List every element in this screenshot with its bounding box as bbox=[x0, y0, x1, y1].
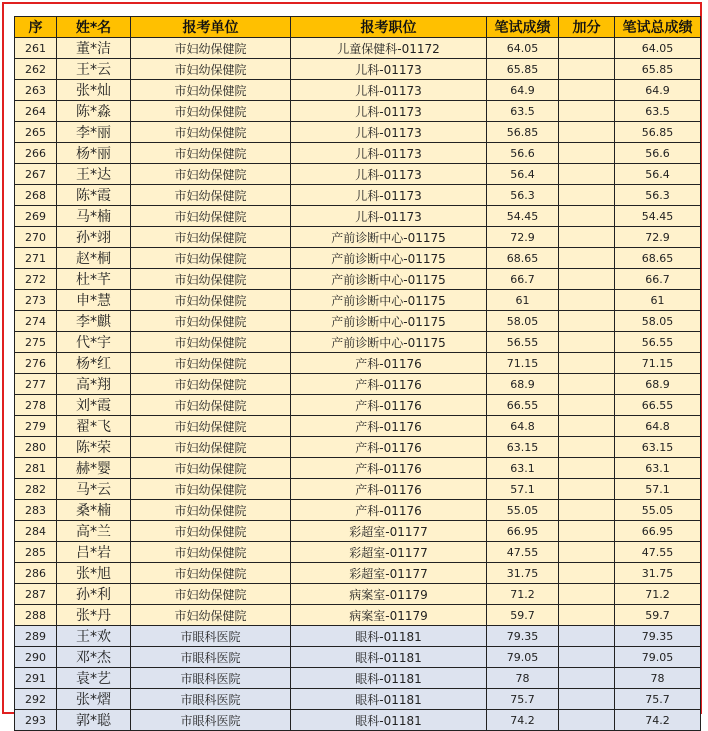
cell-unit: 市妇幼保健院 bbox=[131, 416, 291, 437]
cell-post: 眼科-01181 bbox=[291, 668, 487, 689]
table-row bbox=[15, 206, 701, 227]
cell-total: 59.7 bbox=[615, 605, 701, 626]
cell-post: 产前诊断中心-01175 bbox=[291, 248, 487, 269]
cell-unit: 市妇幼保健院 bbox=[131, 290, 291, 311]
cell-unit: 市妇幼保健院 bbox=[131, 185, 291, 206]
cell-unit: 市妇幼保健院 bbox=[131, 395, 291, 416]
table-row bbox=[15, 437, 701, 458]
cell-name: 邓*杰 bbox=[57, 647, 131, 668]
header-total: 笔试总成绩 bbox=[615, 17, 701, 38]
table-row bbox=[15, 563, 701, 584]
table-row bbox=[15, 101, 701, 122]
table-row bbox=[15, 164, 701, 185]
table-row bbox=[15, 710, 701, 731]
cell-unit: 市妇幼保健院 bbox=[131, 542, 291, 563]
cell-bonus bbox=[559, 626, 615, 647]
cell-bonus bbox=[559, 248, 615, 269]
cell-bonus bbox=[559, 101, 615, 122]
cell-name: 张*灿 bbox=[57, 80, 131, 101]
cell-unit: 市妇幼保健院 bbox=[131, 122, 291, 143]
cell-total: 56.55 bbox=[615, 332, 701, 353]
table-row bbox=[15, 479, 701, 500]
cell-name: 马*云 bbox=[57, 479, 131, 500]
cell-total: 64.9 bbox=[615, 80, 701, 101]
cell-unit: 市妇幼保健院 bbox=[131, 227, 291, 248]
cell-post: 彩超室-01177 bbox=[291, 563, 487, 584]
cell-unit: 市妇幼保健院 bbox=[131, 332, 291, 353]
cell-total: 79.35 bbox=[615, 626, 701, 647]
cell-total: 56.85 bbox=[615, 122, 701, 143]
cell-total: 54.45 bbox=[615, 206, 701, 227]
table-row bbox=[15, 374, 701, 395]
table-row bbox=[15, 416, 701, 437]
cell-unit: 市妇幼保健院 bbox=[131, 353, 291, 374]
cell-total: 56.4 bbox=[615, 164, 701, 185]
table-row bbox=[15, 227, 701, 248]
cell-name: 代*宇 bbox=[57, 332, 131, 353]
cell-total: 65.85 bbox=[615, 59, 701, 80]
cell-post: 彩超室-01177 bbox=[291, 521, 487, 542]
cell-bonus bbox=[559, 605, 615, 626]
table-row bbox=[15, 542, 701, 563]
cell-bonus bbox=[559, 689, 615, 710]
cell-post: 产科-01176 bbox=[291, 458, 487, 479]
cell-score: 47.55 bbox=[487, 542, 559, 563]
cell-total: 63.1 bbox=[615, 458, 701, 479]
cell-post: 产前诊断中心-01175 bbox=[291, 290, 487, 311]
cell-post: 病案室-01179 bbox=[291, 584, 487, 605]
table-row bbox=[15, 59, 701, 80]
cell-no: 263 bbox=[15, 80, 57, 101]
cell-no: 282 bbox=[15, 479, 57, 500]
cell-name: 马*楠 bbox=[57, 206, 131, 227]
cell-score: 59.7 bbox=[487, 605, 559, 626]
table-row bbox=[15, 38, 701, 59]
cell-post: 产前诊断中心-01175 bbox=[291, 332, 487, 353]
cell-score: 66.7 bbox=[487, 269, 559, 290]
cell-bonus bbox=[559, 143, 615, 164]
cell-unit: 市眼科医院 bbox=[131, 647, 291, 668]
cell-score: 79.35 bbox=[487, 626, 559, 647]
cell-total: 57.1 bbox=[615, 479, 701, 500]
header-bonus: 加分 bbox=[559, 17, 615, 38]
cell-bonus bbox=[559, 122, 615, 143]
cell-total: 64.8 bbox=[615, 416, 701, 437]
cell-no: 276 bbox=[15, 353, 57, 374]
cell-post: 产科-01176 bbox=[291, 479, 487, 500]
cell-no: 289 bbox=[15, 626, 57, 647]
header-unit: 报考单位 bbox=[131, 17, 291, 38]
cell-unit: 市眼科医院 bbox=[131, 710, 291, 731]
cell-name: 王*达 bbox=[57, 164, 131, 185]
table-row bbox=[15, 185, 701, 206]
cell-post: 眼科-01181 bbox=[291, 689, 487, 710]
cell-no: 270 bbox=[15, 227, 57, 248]
cell-post: 病案室-01179 bbox=[291, 605, 487, 626]
cell-total: 56.6 bbox=[615, 143, 701, 164]
cell-no: 273 bbox=[15, 290, 57, 311]
cell-post: 儿科-01173 bbox=[291, 143, 487, 164]
table-row bbox=[15, 311, 701, 332]
cell-name: 陈*荣 bbox=[57, 437, 131, 458]
cell-name: 张*熠 bbox=[57, 689, 131, 710]
cell-no: 262 bbox=[15, 59, 57, 80]
cell-bonus bbox=[559, 647, 615, 668]
cell-bonus bbox=[559, 521, 615, 542]
cell-unit: 市妇幼保健院 bbox=[131, 80, 291, 101]
cell-unit: 市妇幼保健院 bbox=[131, 206, 291, 227]
cell-post: 眼科-01181 bbox=[291, 647, 487, 668]
cell-name: 桑*楠 bbox=[57, 500, 131, 521]
cell-unit: 市妇幼保健院 bbox=[131, 605, 291, 626]
cell-no: 288 bbox=[15, 605, 57, 626]
cell-name: 郭*聪 bbox=[57, 710, 131, 731]
cell-no: 261 bbox=[15, 38, 57, 59]
cell-no: 268 bbox=[15, 185, 57, 206]
cell-unit: 市妇幼保健院 bbox=[131, 101, 291, 122]
cell-post: 产科-01176 bbox=[291, 395, 487, 416]
cell-post: 眼科-01181 bbox=[291, 710, 487, 731]
cell-no: 283 bbox=[15, 500, 57, 521]
table-row bbox=[15, 122, 701, 143]
cell-score: 75.7 bbox=[487, 689, 559, 710]
cell-total: 66.55 bbox=[615, 395, 701, 416]
cell-bonus bbox=[559, 311, 615, 332]
cell-no: 279 bbox=[15, 416, 57, 437]
cell-no: 287 bbox=[15, 584, 57, 605]
cell-total: 72.9 bbox=[615, 227, 701, 248]
cell-score: 56.3 bbox=[487, 185, 559, 206]
cell-post: 彩超室-01177 bbox=[291, 542, 487, 563]
cell-bonus bbox=[559, 374, 615, 395]
cell-unit: 市妇幼保健院 bbox=[131, 38, 291, 59]
cell-total: 68.65 bbox=[615, 248, 701, 269]
table-row bbox=[15, 269, 701, 290]
cell-no: 272 bbox=[15, 269, 57, 290]
cell-unit: 市妇幼保健院 bbox=[131, 458, 291, 479]
cell-unit: 市妇幼保健院 bbox=[131, 584, 291, 605]
cell-score: 64.05 bbox=[487, 38, 559, 59]
cell-bonus bbox=[559, 290, 615, 311]
cell-unit: 市妇幼保健院 bbox=[131, 479, 291, 500]
cell-name: 李*丽 bbox=[57, 122, 131, 143]
cell-score: 65.85 bbox=[487, 59, 559, 80]
cell-name: 杨*丽 bbox=[57, 143, 131, 164]
table-row bbox=[15, 626, 701, 647]
table-row bbox=[15, 395, 701, 416]
cell-unit: 市妇幼保健院 bbox=[131, 164, 291, 185]
cell-name: 杜*芊 bbox=[57, 269, 131, 290]
cell-name: 赵*桐 bbox=[57, 248, 131, 269]
cell-unit: 市妇幼保健院 bbox=[131, 563, 291, 584]
cell-name: 吕*岩 bbox=[57, 542, 131, 563]
header-score: 笔试成绩 bbox=[487, 17, 559, 38]
cell-post: 产科-01176 bbox=[291, 437, 487, 458]
cell-name: 刘*霞 bbox=[57, 395, 131, 416]
cell-score: 63.15 bbox=[487, 437, 559, 458]
cell-name: 董*洁 bbox=[57, 38, 131, 59]
cell-score: 54.45 bbox=[487, 206, 559, 227]
cell-name: 张*旭 bbox=[57, 563, 131, 584]
header-row bbox=[15, 17, 701, 38]
cell-name: 赫*婴 bbox=[57, 458, 131, 479]
cell-name: 王*云 bbox=[57, 59, 131, 80]
cell-name: 孙*利 bbox=[57, 584, 131, 605]
cell-bonus bbox=[559, 479, 615, 500]
score-table bbox=[14, 16, 701, 731]
table-row bbox=[15, 500, 701, 521]
cell-bonus bbox=[559, 227, 615, 248]
cell-bonus bbox=[559, 269, 615, 290]
table-row bbox=[15, 647, 701, 668]
cell-name: 张*丹 bbox=[57, 605, 131, 626]
cell-score: 79.05 bbox=[487, 647, 559, 668]
cell-post: 儿童保健科-01172 bbox=[291, 38, 487, 59]
cell-post: 儿科-01173 bbox=[291, 59, 487, 80]
cell-total: 66.7 bbox=[615, 269, 701, 290]
cell-score: 31.75 bbox=[487, 563, 559, 584]
table-row bbox=[15, 584, 701, 605]
table-row bbox=[15, 668, 701, 689]
cell-total: 79.05 bbox=[615, 647, 701, 668]
cell-name: 翟*飞 bbox=[57, 416, 131, 437]
cell-score: 74.2 bbox=[487, 710, 559, 731]
cell-score: 64.9 bbox=[487, 80, 559, 101]
cell-name: 陈*霞 bbox=[57, 185, 131, 206]
cell-no: 293 bbox=[15, 710, 57, 731]
cell-total: 63.5 bbox=[615, 101, 701, 122]
cell-total: 47.55 bbox=[615, 542, 701, 563]
cell-bonus bbox=[559, 542, 615, 563]
table-row bbox=[15, 80, 701, 101]
table-row bbox=[15, 143, 701, 164]
cell-bonus bbox=[559, 59, 615, 80]
cell-post: 产科-01176 bbox=[291, 500, 487, 521]
cell-score: 55.05 bbox=[487, 500, 559, 521]
cell-unit: 市妇幼保健院 bbox=[131, 437, 291, 458]
cell-no: 291 bbox=[15, 668, 57, 689]
cell-bonus bbox=[559, 437, 615, 458]
cell-post: 产前诊断中心-01175 bbox=[291, 311, 487, 332]
cell-bonus bbox=[559, 668, 615, 689]
cell-post: 产科-01176 bbox=[291, 416, 487, 437]
cell-post: 产前诊断中心-01175 bbox=[291, 269, 487, 290]
cell-unit: 市眼科医院 bbox=[131, 668, 291, 689]
cell-score: 56.6 bbox=[487, 143, 559, 164]
cell-unit: 市妇幼保健院 bbox=[131, 311, 291, 332]
cell-score: 57.1 bbox=[487, 479, 559, 500]
cell-unit: 市妇幼保健院 bbox=[131, 59, 291, 80]
cell-post: 眼科-01181 bbox=[291, 626, 487, 647]
cell-post: 产科-01176 bbox=[291, 374, 487, 395]
header-post: 报考职位 bbox=[291, 17, 487, 38]
cell-no: 277 bbox=[15, 374, 57, 395]
cell-total: 63.15 bbox=[615, 437, 701, 458]
cell-post: 儿科-01173 bbox=[291, 164, 487, 185]
cell-no: 269 bbox=[15, 206, 57, 227]
cell-no: 264 bbox=[15, 101, 57, 122]
cell-score: 56.55 bbox=[487, 332, 559, 353]
cell-total: 74.2 bbox=[615, 710, 701, 731]
table-row bbox=[15, 332, 701, 353]
cell-post: 儿科-01173 bbox=[291, 101, 487, 122]
cell-total: 31.75 bbox=[615, 563, 701, 584]
cell-total: 71.2 bbox=[615, 584, 701, 605]
table-row bbox=[15, 605, 701, 626]
cell-bonus bbox=[559, 38, 615, 59]
cell-post: 儿科-01173 bbox=[291, 122, 487, 143]
table-row bbox=[15, 248, 701, 269]
cell-score: 61 bbox=[487, 290, 559, 311]
cell-bonus bbox=[559, 395, 615, 416]
cell-name: 高*翔 bbox=[57, 374, 131, 395]
cell-score: 71.15 bbox=[487, 353, 559, 374]
cell-bonus bbox=[559, 500, 615, 521]
cell-no: 266 bbox=[15, 143, 57, 164]
cell-score: 66.95 bbox=[487, 521, 559, 542]
cell-score: 56.4 bbox=[487, 164, 559, 185]
cell-total: 64.05 bbox=[615, 38, 701, 59]
cell-score: 58.05 bbox=[487, 311, 559, 332]
header-name: 姓*名 bbox=[57, 17, 131, 38]
cell-score: 64.8 bbox=[487, 416, 559, 437]
cell-score: 72.9 bbox=[487, 227, 559, 248]
cell-score: 78 bbox=[487, 668, 559, 689]
cell-unit: 市妇幼保健院 bbox=[131, 374, 291, 395]
table-row bbox=[15, 689, 701, 710]
cell-score: 56.85 bbox=[487, 122, 559, 143]
cell-name: 孙*翊 bbox=[57, 227, 131, 248]
cell-unit: 市妇幼保健院 bbox=[131, 248, 291, 269]
header-no: 序 bbox=[15, 17, 57, 38]
cell-score: 68.9 bbox=[487, 374, 559, 395]
cell-name: 高*兰 bbox=[57, 521, 131, 542]
table-row bbox=[15, 353, 701, 374]
cell-no: 271 bbox=[15, 248, 57, 269]
cell-total: 68.9 bbox=[615, 374, 701, 395]
cell-no: 285 bbox=[15, 542, 57, 563]
cell-total: 56.3 bbox=[615, 185, 701, 206]
table-row bbox=[15, 458, 701, 479]
cell-no: 292 bbox=[15, 689, 57, 710]
cell-name: 申*慧 bbox=[57, 290, 131, 311]
cell-unit: 市眼科医院 bbox=[131, 626, 291, 647]
cell-no: 278 bbox=[15, 395, 57, 416]
cell-no: 290 bbox=[15, 647, 57, 668]
cell-no: 275 bbox=[15, 332, 57, 353]
table-row bbox=[15, 290, 701, 311]
cell-post: 儿科-01173 bbox=[291, 80, 487, 101]
cell-total: 58.05 bbox=[615, 311, 701, 332]
cell-score: 71.2 bbox=[487, 584, 559, 605]
cell-no: 281 bbox=[15, 458, 57, 479]
cell-post: 产前诊断中心-01175 bbox=[291, 227, 487, 248]
cell-post: 产科-01176 bbox=[291, 353, 487, 374]
cell-bonus bbox=[559, 458, 615, 479]
cell-total: 61 bbox=[615, 290, 701, 311]
cell-unit: 市妇幼保健院 bbox=[131, 269, 291, 290]
cell-name: 王*欢 bbox=[57, 626, 131, 647]
cell-bonus bbox=[559, 353, 615, 374]
cell-no: 280 bbox=[15, 437, 57, 458]
cell-total: 55.05 bbox=[615, 500, 701, 521]
cell-bonus bbox=[559, 185, 615, 206]
cell-unit: 市妇幼保健院 bbox=[131, 143, 291, 164]
cell-no: 265 bbox=[15, 122, 57, 143]
cell-no: 286 bbox=[15, 563, 57, 584]
cell-score: 63.1 bbox=[487, 458, 559, 479]
cell-name: 李*麒 bbox=[57, 311, 131, 332]
cell-score: 68.65 bbox=[487, 248, 559, 269]
cell-name: 袁*艺 bbox=[57, 668, 131, 689]
cell-unit: 市妇幼保健院 bbox=[131, 521, 291, 542]
cell-bonus bbox=[559, 584, 615, 605]
cell-bonus bbox=[559, 710, 615, 731]
cell-total: 78 bbox=[615, 668, 701, 689]
cell-post: 儿科-01173 bbox=[291, 206, 487, 227]
cell-total: 71.15 bbox=[615, 353, 701, 374]
cell-bonus bbox=[559, 563, 615, 584]
cell-unit: 市眼科医院 bbox=[131, 689, 291, 710]
cell-no: 267 bbox=[15, 164, 57, 185]
cell-no: 274 bbox=[15, 311, 57, 332]
cell-name: 陈*淼 bbox=[57, 101, 131, 122]
cell-name: 杨*红 bbox=[57, 353, 131, 374]
cell-post: 儿科-01173 bbox=[291, 185, 487, 206]
cell-bonus bbox=[559, 164, 615, 185]
cell-bonus bbox=[559, 80, 615, 101]
cell-bonus bbox=[559, 206, 615, 227]
cell-score: 66.55 bbox=[487, 395, 559, 416]
cell-unit: 市妇幼保健院 bbox=[131, 500, 291, 521]
cell-total: 66.95 bbox=[615, 521, 701, 542]
cell-total: 75.7 bbox=[615, 689, 701, 710]
table-row bbox=[15, 521, 701, 542]
cell-score: 63.5 bbox=[487, 101, 559, 122]
cell-bonus bbox=[559, 332, 615, 353]
cell-bonus bbox=[559, 416, 615, 437]
cell-no: 284 bbox=[15, 521, 57, 542]
